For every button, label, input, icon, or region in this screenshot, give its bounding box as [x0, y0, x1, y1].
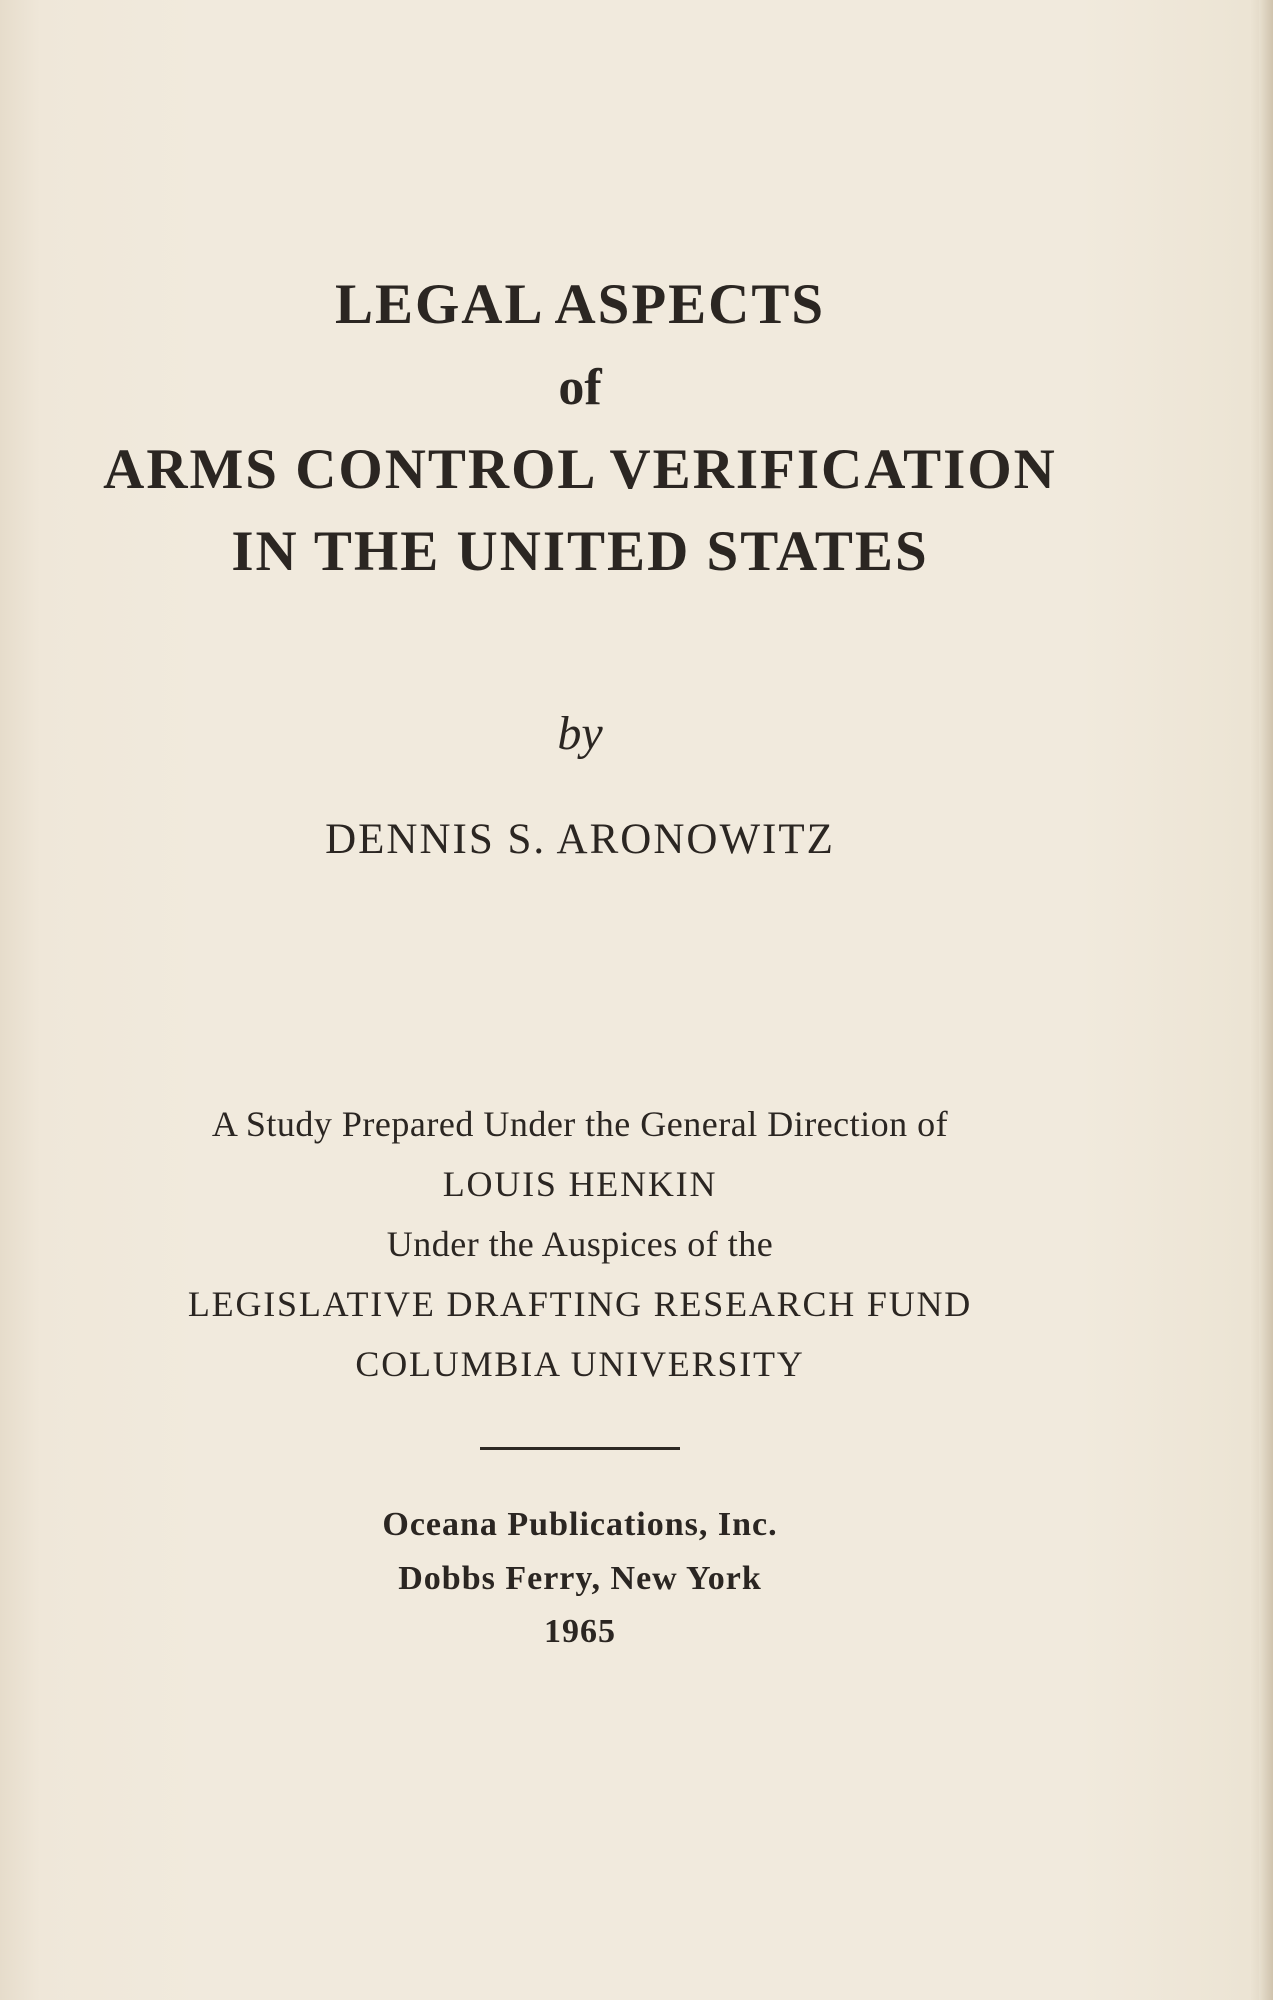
author-name: DENNIS S. ARONOWITZ: [325, 816, 835, 863]
page-edge: [1259, 0, 1273, 2000]
publisher-location: Dobbs Ferry, New York: [398, 1560, 762, 1597]
title-line-1: LEGAL ASPECTS: [334, 273, 826, 336]
director-name: LOUIS HENKIN: [442, 1164, 718, 1204]
fund-name: LEGISLATIVE DRAFTING RESEARCH FUND: [187, 1284, 973, 1324]
publication-year: 1965: [544, 1613, 616, 1650]
study-line: A Study Prepared Under the General Direction of: [211, 1104, 949, 1144]
byline-by: by: [557, 707, 603, 760]
auspices-line: Under the Auspices of the: [386, 1224, 774, 1264]
publisher-name: Oceana Publications, Inc.: [382, 1506, 778, 1543]
divider-rule: [480, 1447, 680, 1450]
title-line-4: IN THE UNITED STATES: [231, 520, 929, 583]
title-line-3: ARMS CONTROL VERIFICATION: [103, 438, 1057, 501]
title-line-of: of: [558, 359, 602, 416]
university-name: COLUMBIA UNIVERSITY: [355, 1344, 805, 1384]
